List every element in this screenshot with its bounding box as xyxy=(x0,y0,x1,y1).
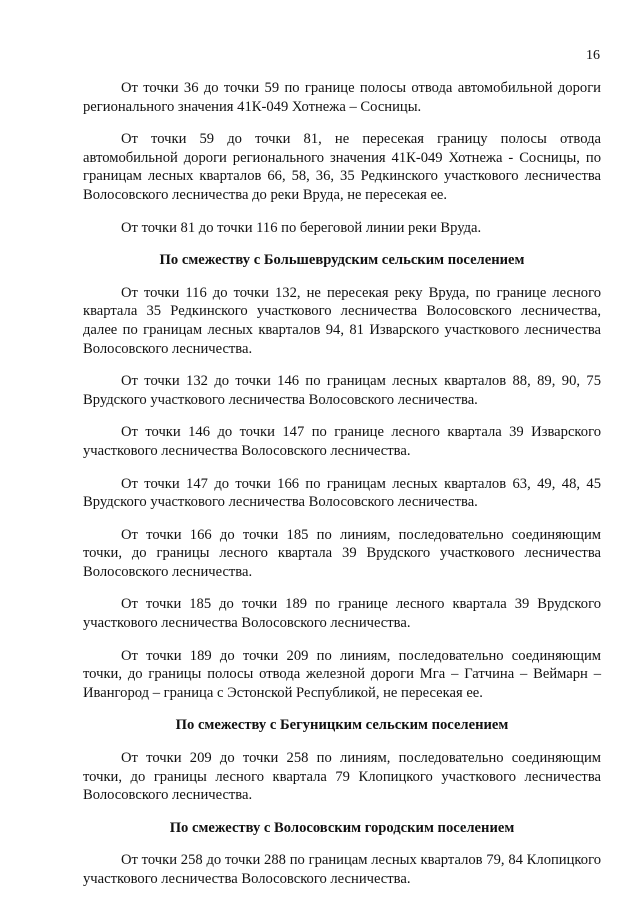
document-body xyxy=(83,79,601,903)
paragraph: От точки 185 до точки 189 по границе лесного квартала 39 Врудского участкового лесничества Волосовского лесничества. xyxy=(83,596,601,632)
page-number: 16 xyxy=(586,48,600,63)
paragraph: От точки 258 до точки 288 по границам лесных кварталов 79, 84 Клопицкого участкового лесничества Волосовского лесничества. xyxy=(83,852,601,887)
paragraph: От точки 209 до точки 258 по линиям, последовательно соединяющим точки, до границы лесного квартала 79 Клопицкого участкового лесничества Волосовского лесничества. xyxy=(83,750,601,804)
paragraph: От точки 132 до точки 146 по границам лесных кварталов 88, 89, 90, 75 Врудского участкового лесничества Волосовского лесничества. xyxy=(83,373,601,408)
section-heading: По смежеству с Большеврудским сельским поселением xyxy=(159,252,525,269)
section-heading: По смежеству с Бегуницким сельским поселением xyxy=(175,717,509,734)
paragraph: От точки 189 до точки 209 по линиям, последовательно соединяющим точки, до границы полосы отвода железной дороги Мга – Гатчина – Веймарн – Ивангород – граница с Эстонской Республикой, не пересекая ее. xyxy=(83,647,601,701)
paragraph: От точки 36 до точки 59 по границе полосы отвода автомобильной дороги регионального значения 41К-049 Хотнежа – Сосницы. xyxy=(83,80,601,115)
paragraph: От точки 59 до точки 81, не пересекая границу полосы отвода автомобильной дороги регионального значения 41К-049 Хотнежа - Сосницы, по границам лесных кварталов 66, 58, 36, 35 Редкинского участкового лесничества Волосовского лесничества до реки Вруда, не пересекая ее. xyxy=(83,131,601,203)
paragraph: От точки 81 до точки 116 по береговой линии реки Вруда. xyxy=(121,219,482,236)
paragraph: От точки 147 до точки 166 по границам лесных кварталов 63, 49, 48, 45 Врудского участкового лесничества Волосовского лесничества. xyxy=(83,475,601,511)
section-heading: По смежеству с Волосовским городским поселением xyxy=(169,819,515,836)
paragraph: От точки 146 до точки 147 по границе лесного квартала 39 Изварского участкового лесничества Волосовского лесничества. xyxy=(83,424,601,459)
paragraph: От точки 166 до точки 185 по линиям, последовательно соединяющим точки, до границы лесного квартала 39 Врудского участкового лесничества Волосовского лесничества. xyxy=(83,526,601,580)
paragraph: От точки 116 до точки 132, не пересекая реку Вруда, по границе лесного квартала 35 Редкинского участкового лесничества Волосовского лесничества, далее по границам лесных кварталов 94, 81 Изварского участкового лесничества Волосовского лесничества. xyxy=(83,284,601,357)
